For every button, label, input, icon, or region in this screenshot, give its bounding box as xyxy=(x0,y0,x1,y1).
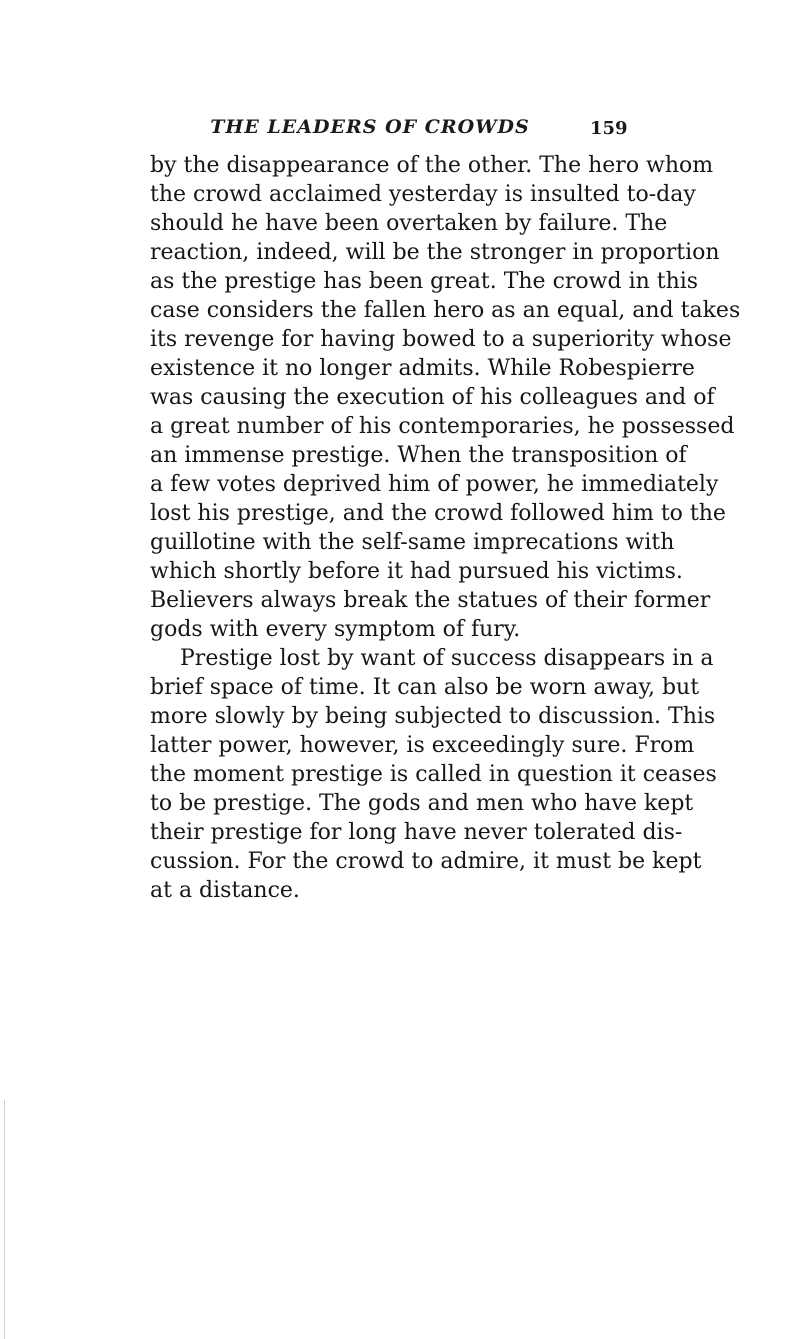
text-line: as the prestige has been great. The crowd in this xyxy=(150,269,699,294)
text-line: a few votes deprived him of power, he immediately xyxy=(150,472,719,497)
text-line: gods with every symptom of fury. xyxy=(150,617,521,642)
text-line: lost his prestige, and the crowd followed him to the xyxy=(150,501,726,526)
text-line: latter power, however, is exceedingly sure. From xyxy=(150,733,695,758)
text-line: existence it no longer admits. While Robespierre xyxy=(150,356,695,381)
text-line: was causing the execution of his colleagues and of xyxy=(150,385,715,410)
text-line: cussion. For the crowd to admire, it must be kept xyxy=(150,849,702,874)
text-line: guillotine with the self-same imprecations with xyxy=(150,530,675,555)
text-line: more slowly by being subjected to discussion. This xyxy=(150,704,716,729)
body-text xyxy=(150,151,741,905)
text-line: case considers the fallen hero as an equal, and takes xyxy=(150,298,741,323)
text-line: brief space of time. It can also be worn away, but xyxy=(150,675,700,700)
text-line: a great number of his contemporaries, he possessed xyxy=(150,414,735,439)
page-number: 159 xyxy=(590,118,628,139)
text-line: their prestige for long have never tolerated dis- xyxy=(150,820,683,845)
text-line: which shortly before it had pursued his victims. xyxy=(150,559,683,584)
text-line: its revenge for having bowed to a superiority whose xyxy=(150,327,732,352)
text-line: should he have been overtaken by failure. The xyxy=(150,211,668,236)
text-line: the crowd acclaimed yesterday is insulted to-day xyxy=(150,182,696,207)
text-line: to be prestige. The gods and men who have kept xyxy=(150,791,694,816)
page-header xyxy=(0,114,800,144)
text-line: Prestige lost by want of success disappears in a xyxy=(180,646,714,671)
text-line: at a distance. xyxy=(150,878,300,903)
page-edge-shadow xyxy=(4,1100,5,1339)
text-line: Believers always break the statues of their former xyxy=(150,588,711,613)
text-line: by the disappearance of the other. The hero whom xyxy=(150,153,714,178)
text-line: an immense prestige. When the transposition of xyxy=(150,443,687,468)
text-line: the moment prestige is called in question it ceases xyxy=(150,762,717,787)
text-line: reaction, indeed, will be the stronger in proportion xyxy=(150,240,720,265)
running-head: THE LEADERS OF CROWDS xyxy=(210,116,530,138)
